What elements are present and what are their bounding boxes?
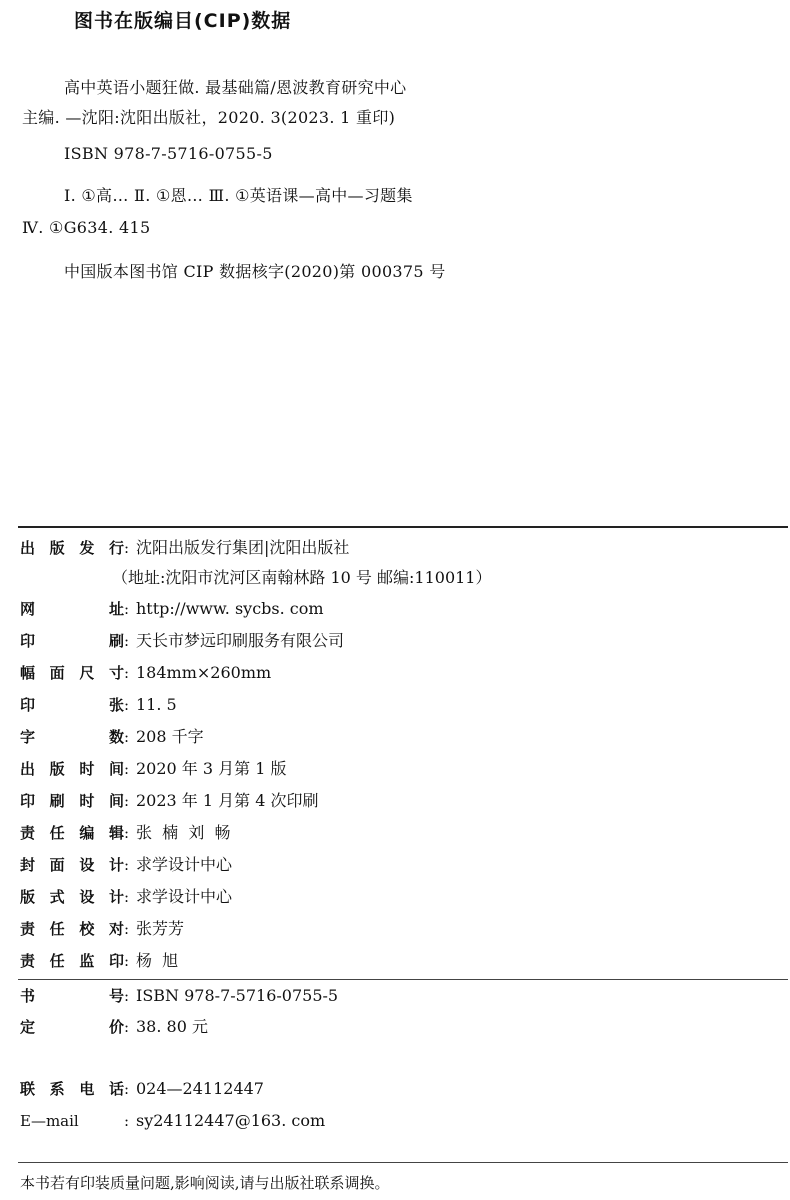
price-label: 定价 <box>20 1018 124 1036</box>
words-row <box>20 725 204 749</box>
email-value: sy24112447@163. com <box>136 1111 326 1130</box>
cip-isbn: ISBN 978-7-5716-0755-5 <box>64 144 273 163</box>
print-time-label: 印刷时间 <box>20 792 124 810</box>
sheets-label: 印张 <box>20 696 124 714</box>
phone-value: 024—24112447 <box>136 1079 264 1098</box>
cover-value: 求学设计中心 <box>136 855 233 874</box>
website-row <box>20 597 324 621</box>
editors-label: 责任编辑 <box>20 824 124 842</box>
printer-row <box>20 629 344 653</box>
printer-value: 天长市梦远印刷服务有限公司 <box>136 631 345 650</box>
print-time-row <box>20 789 319 813</box>
supervisor-row <box>20 949 178 973</box>
colon: : <box>124 632 130 650</box>
size-row <box>20 661 271 685</box>
colon: : <box>124 728 130 746</box>
colon: : <box>124 987 130 1005</box>
price-value: 38. 80 元 <box>136 1017 208 1036</box>
cip-classification-2: Ⅳ. ①G634. 415 <box>22 218 151 237</box>
colon: : <box>124 600 130 618</box>
book-number-row <box>20 984 338 1008</box>
sheets-row <box>20 693 177 717</box>
layout-label: 版式设计 <box>20 888 124 906</box>
size-value: 184mm×260mm <box>136 663 272 682</box>
address-value: （地址:沈阳市沈河区南翰林路 10 号 邮编:110011） <box>112 568 492 587</box>
sheets-value: 11. 5 <box>136 695 177 714</box>
editors-row <box>20 821 231 845</box>
cip-heading: 图书在版编目(CIP)数据 <box>74 10 292 32</box>
printer-label: 印刷 <box>20 632 124 650</box>
cip-number: 中国版本图书馆 CIP 数据核字(2020)第 000375 号 <box>64 262 446 281</box>
colon: : <box>124 664 130 682</box>
middle-divider <box>18 979 788 980</box>
cover-label: 封面设计 <box>20 856 124 874</box>
publisher-value: 沈阳出版发行集团|沈阳出版社 <box>136 538 350 557</box>
publisher-row <box>20 536 349 560</box>
phone-row <box>20 1077 264 1101</box>
footer-note: 本书若有印装质量问题,影响阅读,请与出版社联系调换。 <box>20 1174 390 1192</box>
cip-editor: 主编. —沈阳:沈阳出版社，2020. 3(2023. 1 重印) <box>22 108 396 127</box>
colon: : <box>124 856 130 874</box>
colon: : <box>124 920 130 938</box>
book-number-value: ISBN 978-7-5716-0755-5 <box>136 986 339 1005</box>
supervisor-value: 杨 旭 <box>136 951 179 970</box>
edition-value: 2020 年 3 月第 1 版 <box>136 759 287 778</box>
editors-value: 张 楠 刘 畅 <box>136 823 231 842</box>
website-value: http://www. sycbs. com <box>136 599 324 618</box>
book-number-label: 书号 <box>20 987 124 1005</box>
email-label: E—mail <box>20 1112 79 1130</box>
size-label: 幅面尺寸 <box>20 664 124 682</box>
publisher-label: 出版发行 <box>20 539 124 557</box>
proof-value: 张芳芳 <box>136 919 185 938</box>
bottom-divider <box>18 1162 788 1163</box>
cover-row <box>20 853 232 877</box>
top-divider <box>18 526 788 528</box>
colon: : <box>124 1112 130 1130</box>
proof-label: 责任校对 <box>20 920 124 938</box>
layout-row <box>20 885 232 909</box>
cip-book-title: 高中英语小题狂做. 最基础篇/恩波教育研究中心 <box>64 78 407 97</box>
colon: : <box>124 760 130 778</box>
supervisor-label: 责任监印 <box>20 952 124 970</box>
email-row <box>20 1109 325 1133</box>
colon: : <box>124 824 130 842</box>
price-row <box>20 1015 208 1039</box>
layout-value: 求学设计中心 <box>136 887 233 906</box>
colon: : <box>124 539 130 557</box>
words-label: 字数 <box>20 728 124 746</box>
cip-classification: Ⅰ. ①高… Ⅱ. ①恩… Ⅲ. ①英语课—高中—习题集 <box>64 186 413 205</box>
website-label: 网址 <box>20 600 124 618</box>
phone-label: 联系电话 <box>20 1080 124 1098</box>
colon: : <box>124 952 130 970</box>
address-row <box>112 566 491 590</box>
edition-label: 出版时间 <box>20 760 124 778</box>
print-time-value: 2023 年 1 月第 4 次印刷 <box>136 791 319 810</box>
colon: : <box>124 1018 130 1036</box>
edition-row <box>20 757 287 781</box>
colon: : <box>124 696 130 714</box>
colon: : <box>124 792 130 810</box>
colon: : <box>124 888 130 906</box>
proof-row <box>20 917 184 941</box>
words-value: 208 千字 <box>136 727 204 746</box>
colon: : <box>124 1080 130 1098</box>
